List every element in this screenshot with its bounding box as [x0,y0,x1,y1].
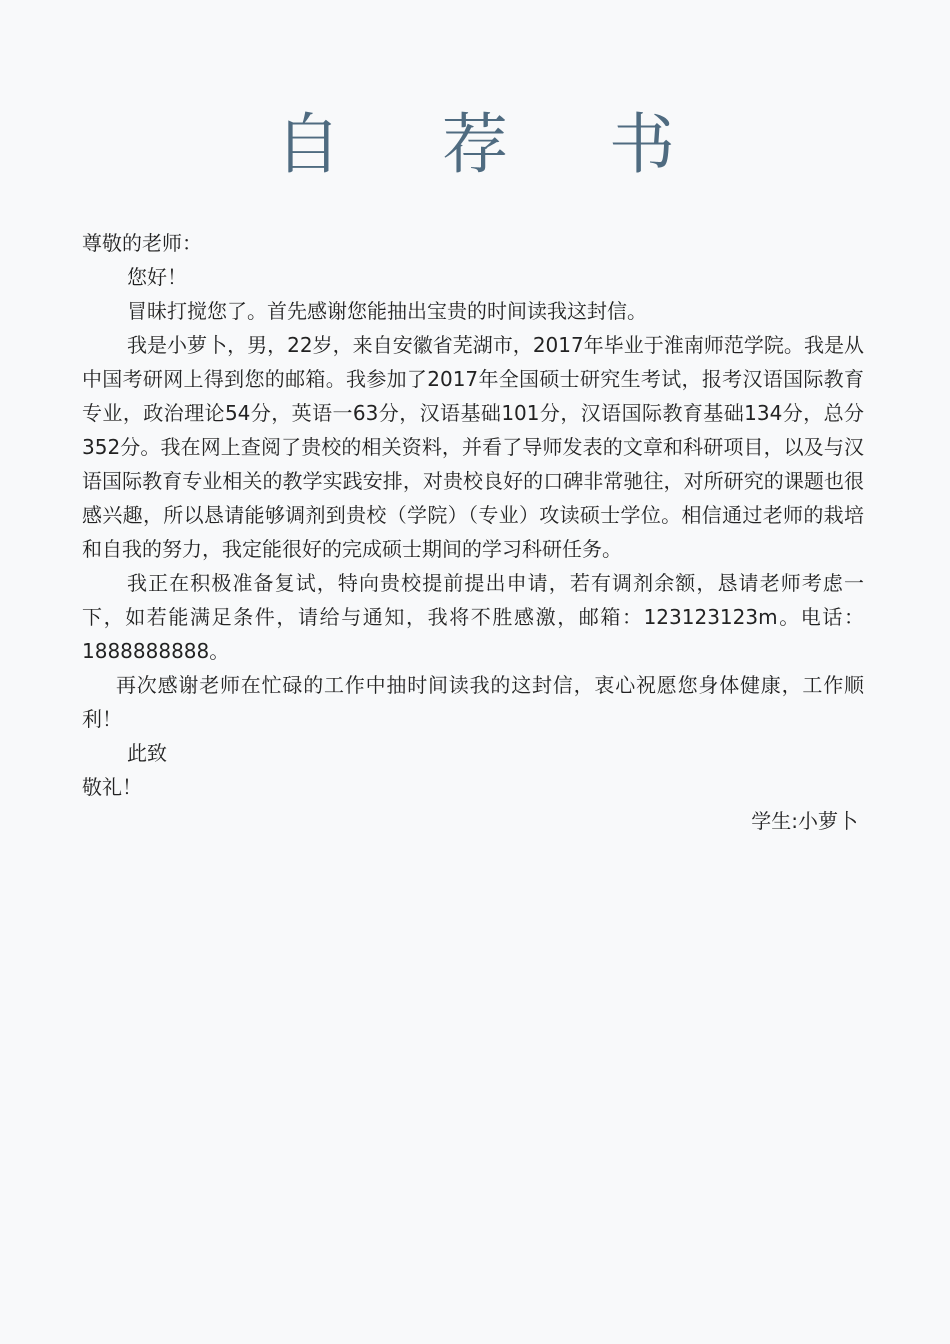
signature: 学生:小萝卜 [751,809,858,833]
paragraph-intro: 冒昧打搅您了。首先感谢您能抽出宝贵的时间读我这封信。 [127,299,647,323]
document-title: 自 荐 书 [275,106,715,183]
paragraph-thanks: 再次感谢老师在忙碌的工作中抽时间读我的这封信，衷心祝愿您身体健康，工作顺利！ [82,673,864,731]
letter-body [82,226,864,838]
paragraph-request: 我正在积极准备复试，特向贵校提前提出申请，若有调剂余额，恳请老师考虑一下，如若能满足条件，请给与通知，我将不胜感激，邮箱：123123123m。电话：1888888888。 [82,571,864,663]
closing: 此致 [127,741,167,765]
regards: 敬礼！ [82,775,142,799]
greeting: 您好！ [127,265,187,289]
paragraph-background: 我是小萝卜，男，22岁，来自安徽省芜湖市，2017年毕业于淮南师范学院。我是从中国考研网上得到您的邮箱。我参加了2017年全国硕士研究生考试，报考汉语国际教育专业，政治理论54分，英语一63分，汉语基础101分，汉语国际教育基础134分，总分352分。我在网上查阅了贵校的相关资料，并看了导师发表的文章和科研项目，以及与汉语国际教育专业相关的教学实践安排，对贵校良好的口碑非常驰往，对所研究的课题也很感兴趣，所以恳请能够调剂到贵校（学院）（专业）攻读硕士学位。相信通过老师的栽培和自我的努力，我定能很好的完成硕士期间的学习科研任务。 [82,333,864,561]
salutation: 尊敬的老师： [82,231,202,255]
